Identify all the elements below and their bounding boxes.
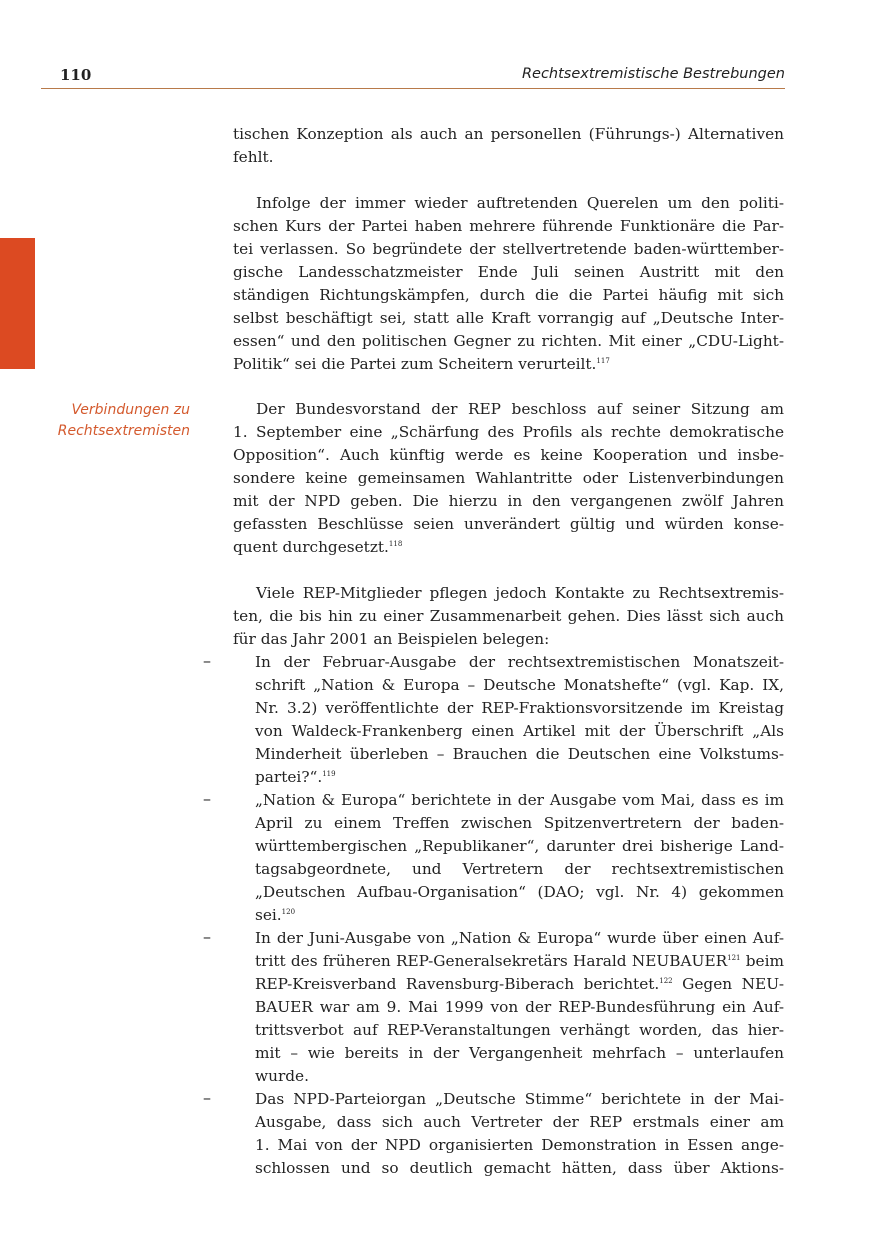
header-rule	[41, 88, 785, 89]
list-item	[203, 788, 784, 927]
text-line: In der Februar-Ausgabe der rechtsextremistischen Monatszeit-	[255, 652, 784, 671]
margin-note-line: Verbindungen zu	[71, 402, 190, 418]
footnote-ref[interactable]: 119	[322, 769, 336, 778]
text-line: Das NPD-Parteiorgan „Deutsche Stimme“ berichtete in der Mai-	[255, 1089, 784, 1108]
text-line: schrift „Nation & Europa – Deutsche Monatshefte“ (vgl. Kap. IX,	[255, 675, 784, 694]
text-line: April zu einem Treffen zwischen Spitzenvertretern der baden-	[255, 813, 784, 832]
text-line: gische Landesschatzmeister Ende Juli seinen Austritt mit den	[233, 262, 784, 281]
text-line: selbst beschäftigt sei, statt alle Kraft vorrangig auf „Deutsche Inter-	[233, 308, 784, 327]
text-line: In der Juni-Ausgabe von „Nation & Europa“ wurde über einen Auf-	[255, 928, 784, 947]
body-text	[203, 123, 784, 1180]
chapter-side-marker	[0, 238, 35, 369]
text-line: ten, die bis hin zu einer Zusammenarbeit gehen. Dies lässt sich auch	[233, 606, 784, 625]
paragraph-bundesvorstand	[233, 398, 784, 559]
text-line: Politik“ sei die Partei zum Scheitern verurteilt.$^{117}$	[233, 354, 610, 373]
text-line: Nr. 3.2) veröffentlichte der REP-Fraktionsvorsitzende im Kreistag	[255, 698, 784, 717]
footnote-ref[interactable]: 118	[388, 540, 403, 548]
text-line: gefassten Beschlüsse seien unverändert gültig und würden konse-	[233, 515, 784, 533]
text-line: „Deutschen Aufbau-Organisation“ (DAO; vgl. Nr. 4) gekommen	[255, 882, 784, 901]
margin-note-line: Rechtsextremisten	[57, 423, 190, 439]
paragraph-continuation	[233, 123, 784, 169]
paragraph-kontakte	[233, 582, 784, 651]
text-line: tritt des früheren REP-Generalsekretärs Harald NEUBAUER$^{121}$ beim	[255, 951, 784, 970]
text-line: Infolge der immer wieder auftretenden Querelen um den politi-	[256, 193, 784, 212]
text-line: 1. September eine „Schärfung des Profils als rechte demokratische	[233, 423, 784, 441]
text-line: von Waldeck-Frankenberg einen Artikel mit der Überschrift „Als	[255, 721, 784, 740]
text-line: wurde.	[255, 1066, 309, 1085]
text-line: partei?“.$^{119}$	[255, 767, 336, 786]
list-item	[203, 650, 784, 789]
text-line: sondere keine gemeinsamen Wahlantritte oder Listenverbindungen	[233, 469, 784, 487]
footnote-ref[interactable]: 122	[659, 976, 673, 985]
text-line: trittsverbot auf REP-Veranstaltungen verhängt worden, das hier-	[255, 1020, 784, 1039]
text-line: BAUER war am 9. Mai 1999 von der REP-Bundesführung ein Auf-	[255, 997, 784, 1016]
text-line: württembergischen „Republikaner“, darunter drei bisherige Land-	[255, 836, 784, 855]
text-line: Viele REP-Mitglieder pflegen jedoch Kontakte zu Rechtsextremis-	[256, 583, 784, 602]
text-line: „Nation & Europa“ berichtete in der Ausgabe vom Mai, dass es im	[255, 790, 784, 809]
text-line: tei verlassen. So begründete der stellvertretende baden-württember-	[233, 239, 784, 258]
bullet-dash: –	[203, 1087, 211, 1107]
running-title: Rechtsextremistische Bestrebungen	[521, 66, 785, 82]
footnote-ref[interactable]: 120	[281, 907, 296, 916]
footnote-ref[interactable]: 117	[596, 356, 610, 365]
margin-note	[20, 400, 190, 442]
text-line: Opposition“. Auch künftig werde es keine Kooperation und insbe-	[233, 446, 784, 464]
text-line: Minderheit überleben – Brauchen die Deutschen eine Volkstums-	[255, 744, 784, 763]
text-line: Der Bundesvorstand der REP beschloss auf seiner Sitzung am	[256, 400, 784, 418]
text-line: mit – wie bereits in der Vergangenheit mehrfach – unterlaufen	[255, 1043, 784, 1062]
text-line: schlossen und so deutlich gemacht hätten, dass über Aktions-	[255, 1158, 784, 1177]
text-line: schen Kurs der Partei haben mehrere führende Funktionäre die Par-	[233, 216, 784, 235]
text-line: für das Jahr 2001 an Beispielen belegen:	[233, 629, 550, 648]
text-line: tagsabgeordnete, und Vertretern der rechtsextremistischen	[255, 859, 784, 878]
paragraph-querelen	[233, 192, 784, 376]
text-line: fehlt.	[233, 148, 274, 166]
page-number: 110	[60, 66, 92, 84]
bullet-dash: –	[203, 926, 211, 946]
footnote-ref[interactable]: 121	[727, 953, 741, 962]
bullet-dash: –	[203, 650, 211, 670]
text-line: sei.$^{120}$	[255, 905, 296, 924]
bullet-dash: –	[203, 788, 211, 808]
list-item	[203, 1087, 784, 1180]
text-line: ständigen Richtungskämpfen, durch die die Partei häufig mit sich	[233, 285, 784, 304]
text-line: REP-Kreisverband Ravensburg-Biberach berichtet.$^{122}$ Gegen NEU-	[255, 974, 784, 993]
text-line: essen“ und den politischen Gegner zu richten. Mit einer „CDU-Light-	[233, 331, 784, 350]
text-line: mit der NPD geben. Die hierzu in den vergangenen zwölf Jahren	[233, 492, 784, 510]
text-line: tischen Konzeption als auch an personellen (Führungs-) Alternativen	[233, 125, 784, 143]
text-line: quent durchgesetzt.$^{118}$	[233, 538, 403, 556]
text-line: Ausgabe, dass sich auch Vertreter der REP erstmals einer am	[255, 1112, 784, 1131]
list-item	[203, 926, 784, 1088]
text-line: 1. Mai von der NPD organisierten Demonstration in Essen ange-	[255, 1135, 784, 1154]
